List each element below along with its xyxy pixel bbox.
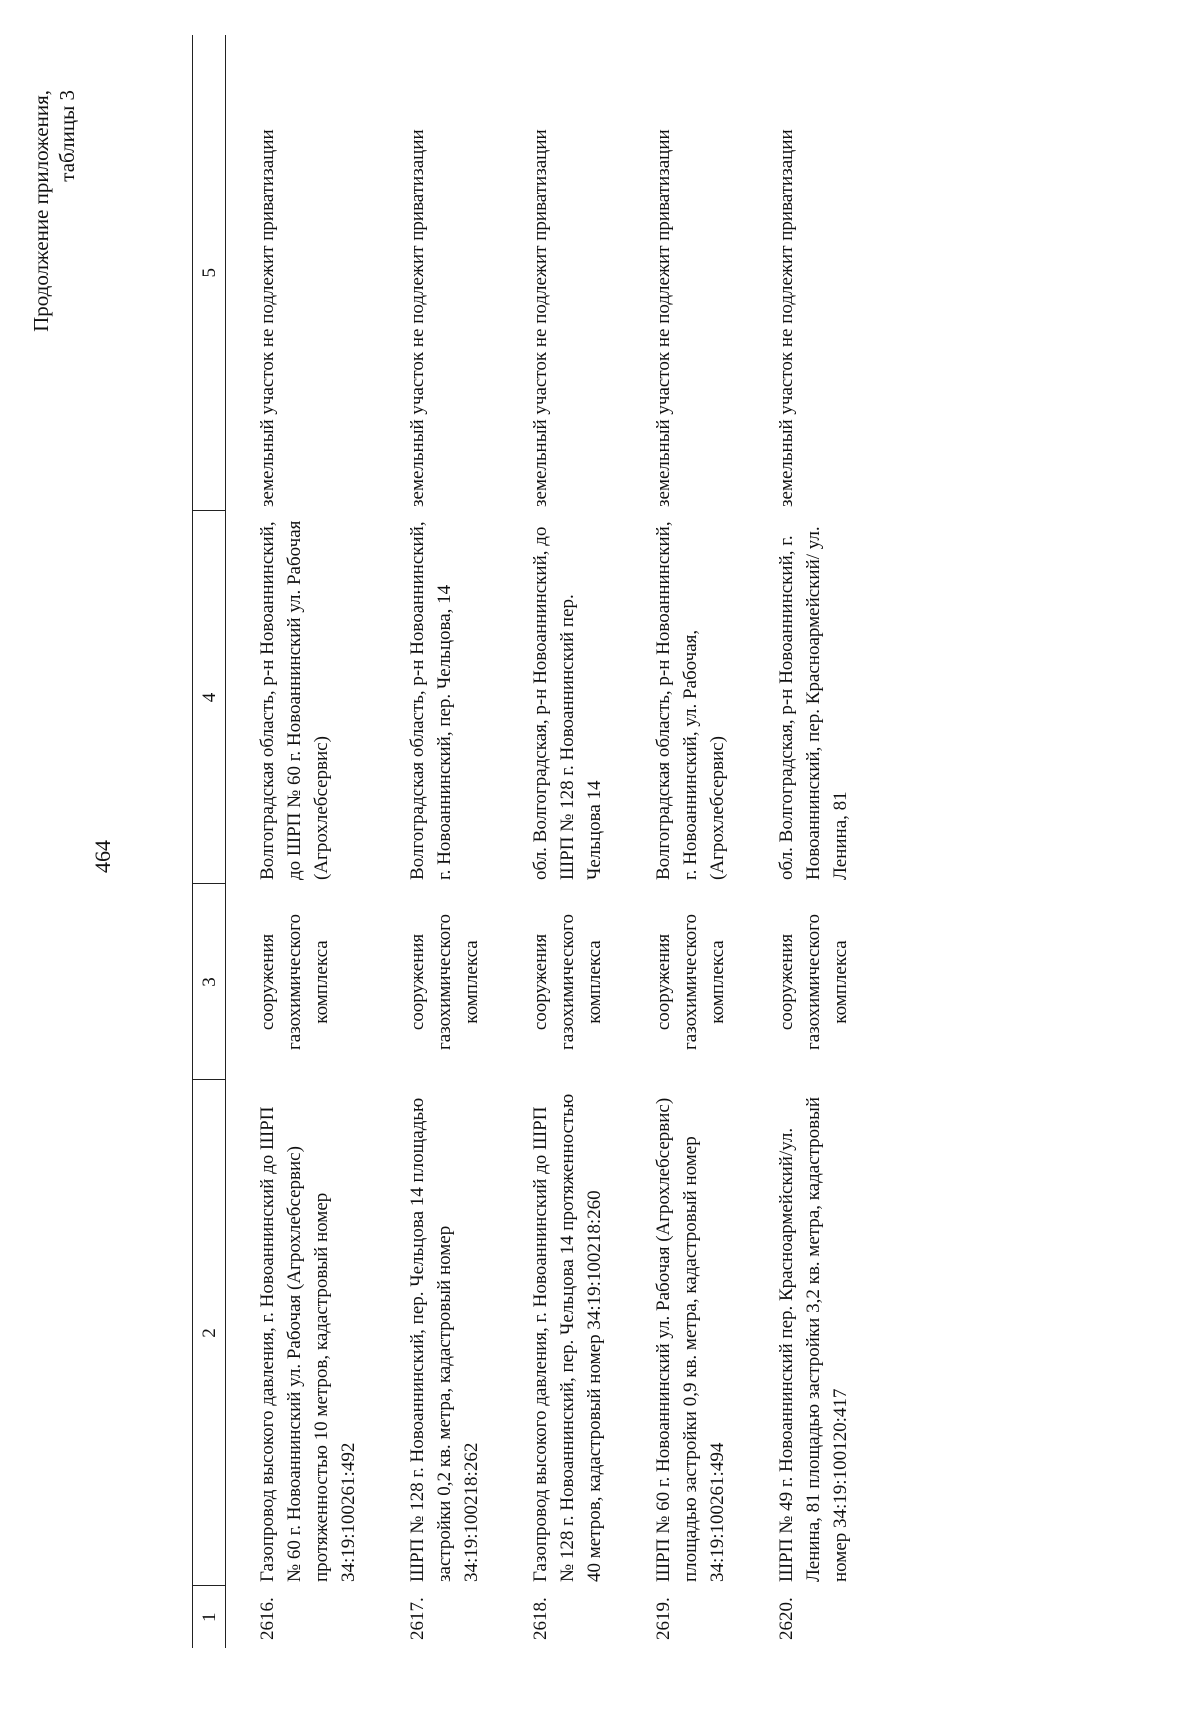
object-description: ШРП № 60 г. Новоаннинский ул. Рабочая (Агрохлебсервис) площадью застройки 0,9 кв. метра, кадастровый номер 34:19:100261:494 bbox=[653, 1097, 728, 1582]
object-description: Газопровод высокого давления, г. Новоаннинский до ШРП № 60 г. Новоаннинский ул. Рабочая (Агрохлебсервис) протяженностью 10 метров, кадастровый номер 34:19:100261:492 bbox=[257, 1106, 359, 1582]
column-header-3: 3 bbox=[193, 884, 226, 1080]
object-note: земельный участок не подлежит приватизации bbox=[653, 129, 674, 507]
object-description: Газопровод высокого давления, г. Новоаннинский до ШРП № 128 г. Новоаннинский, пер. Чельцова 14 протяженностью 40 метров, кадастровый номер 34:19:100218:260 bbox=[530, 1093, 605, 1582]
row-number: 2616. bbox=[257, 1597, 278, 1640]
row-number: 2618. bbox=[530, 1597, 551, 1640]
object-note: земельный участок не подлежит приватизации bbox=[776, 129, 797, 507]
object-address: Волгоградская область, р-н Новоаннинский, г. Новоаннинский, пер. Чельцова, 14 bbox=[407, 521, 455, 880]
property-table bbox=[192, 35, 868, 1648]
table-row bbox=[376, 35, 499, 1648]
object-description: ШРП № 49 г. Новоаннинский пер. Красноармейский/ул. Ленина, 81 площадью застройки 3,2 кв. метра, кадастровый номер 34:19:100120:417 bbox=[776, 1096, 851, 1582]
column-header-2: 2 bbox=[193, 1080, 226, 1586]
column-header-4: 4 bbox=[193, 511, 226, 884]
object-description: ШРП № 128 г. Новоаннинский, пер. Чельцова 14 площадью застройки 0,2 кв. метра, кадастровый номер 34:19:100218:262 bbox=[407, 1097, 482, 1582]
row-number: 2619. bbox=[653, 1597, 674, 1640]
table-row bbox=[226, 35, 377, 1648]
table-row bbox=[745, 35, 868, 1648]
continuation-label bbox=[28, 90, 80, 332]
object-type: сооружения газохимического комплекса bbox=[407, 914, 482, 1050]
table-row bbox=[499, 35, 622, 1648]
object-type: сооружения газохимического комплекса bbox=[530, 914, 605, 1050]
row-number: 2617. bbox=[407, 1597, 428, 1640]
object-address: обл. Волгоградская, р-н Новоаннинский, до ШРП № 128 г. Новоаннинский пер. Чельцова 14 bbox=[530, 526, 605, 880]
column-header-1: 1 bbox=[193, 1586, 226, 1648]
object-type: сооружения газохимического комплекса bbox=[776, 914, 851, 1050]
object-address: обл. Волгоградская, р-н Новоаннинский, г. Новоаннинский, пер. Красноармейский/ ул. Ленина, 81 bbox=[776, 526, 851, 880]
object-note: земельный участок не подлежит приватизации bbox=[530, 129, 551, 507]
page-number: 464 bbox=[90, 840, 115, 873]
object-address: Волгоградская область, р-н Новоаннинский, до ШРП № 60 г. Новоаннинский ул. Рабочая (Агрохлебсервис) bbox=[257, 520, 332, 880]
object-type: сооружения газохимического комплекса bbox=[653, 914, 728, 1050]
continuation-label-line2: таблицы 3 bbox=[55, 90, 79, 182]
object-note: земельный участок не подлежит приватизации bbox=[407, 129, 428, 507]
continuation-label-line1: Продолжение приложения, bbox=[29, 90, 53, 332]
object-note: земельный участок не подлежит приватизации bbox=[257, 129, 278, 507]
column-header-5: 5 bbox=[193, 35, 226, 511]
object-type: сооружения газохимического комплекса bbox=[257, 914, 332, 1050]
table-header-row bbox=[193, 35, 226, 1648]
table-row bbox=[622, 35, 745, 1648]
object-address: Волгоградская область, р-н Новоаннинский, г. Новоаннинский, ул. Рабочая, (Агрохлебсервис) bbox=[653, 521, 728, 880]
row-number: 2620. bbox=[776, 1597, 797, 1640]
